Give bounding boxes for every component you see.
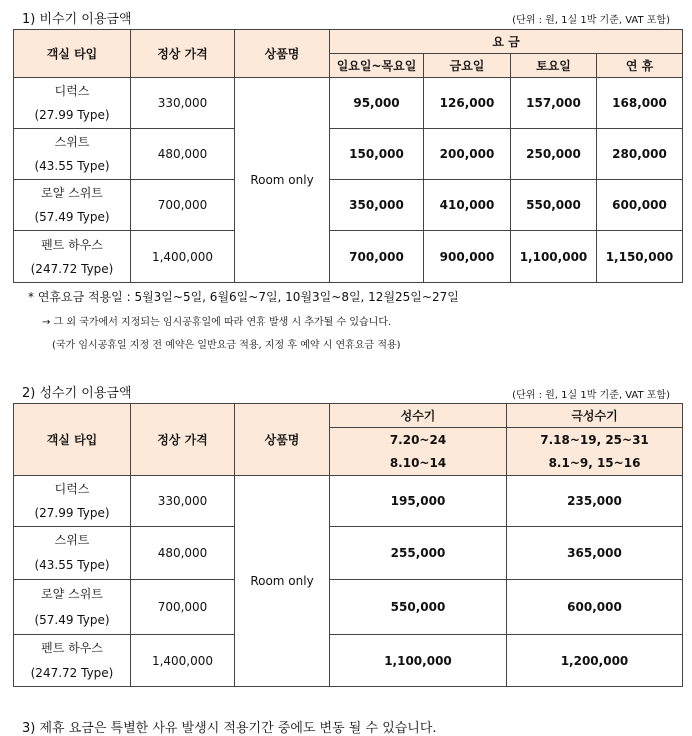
room-type-cell: 스위트 (43.55 Type) (14, 129, 131, 180)
rate-cell: 700,000 (330, 231, 424, 283)
product-cell: Room only (235, 78, 330, 283)
rate-cell: 900,000 (424, 231, 511, 283)
header-sat: 토요일 (511, 54, 597, 78)
header-peak: 성수기 (330, 404, 507, 428)
header-fri: 금요일 (424, 54, 511, 78)
section3-note: 3) 제휴 요금은 특별한 사유 발생시 적용기간 중에도 변동 될 수 있습니다. (22, 721, 437, 736)
regular-price-cell: 480,000 (131, 527, 235, 580)
section2-title: 2) 성수기 이용금액 (22, 386, 132, 401)
rate-cell: 600,000 (507, 580, 683, 635)
room-type-cell: 로얄 스위트 (57.49 Type) (14, 580, 131, 635)
rate-cell: 95,000 (330, 78, 424, 129)
table-row (14, 129, 683, 180)
rate-cell: 1,200,000 (507, 635, 683, 687)
regular-price-cell: 1,400,000 (131, 635, 235, 687)
section1-title: 1) 비수기 이용금액 (22, 12, 132, 27)
rate-cell: 195,000 (330, 476, 507, 527)
rate-cell: 350,000 (330, 180, 424, 231)
room-type-cell: 스위트 (43.55 Type) (14, 527, 131, 580)
reservation-note: (국가 임시공휴일 지정 전 예약은 일반요금 적용, 지정 후 예약 시 연휴요금 적용) (52, 340, 401, 351)
rate-cell: 200,000 (424, 129, 511, 180)
table-row (14, 231, 683, 283)
rate-cell: 365,000 (507, 527, 683, 580)
peak-dates-2: 8.10~14 (330, 452, 507, 476)
table-row (14, 78, 683, 129)
rate-cell: 280,000 (597, 129, 683, 180)
table-row (14, 580, 683, 635)
rate-cell: 168,000 (597, 78, 683, 129)
regular-price-cell: 330,000 (131, 476, 235, 527)
room-type-cell: 디럭스 (27.99 Type) (14, 476, 131, 527)
header-room-type: 객실 타입 (14, 30, 131, 78)
rate-cell: 550,000 (330, 580, 507, 635)
regular-price-cell: 700,000 (131, 180, 235, 231)
offseason-rate-table (13, 29, 683, 283)
holiday-note: * 연휴요금 적용일 : 5월3일~5일, 6월6일~7일, 10월3일~8일, 12월25일~27일 (28, 290, 459, 304)
super-peak-dates-1: 7.18~19, 25~31 (507, 428, 683, 452)
super-peak-dates-2: 8.1~9, 15~16 (507, 452, 683, 476)
rate-cell: 250,000 (511, 129, 597, 180)
header-regular-price: 정상 가격 (131, 30, 235, 78)
header-super-peak: 극성수기 (507, 404, 683, 428)
header-room-type: 객실 타입 (14, 404, 131, 476)
section2-unit: (단위 : 원, 1실 1박 기준, VAT 포함) (512, 390, 670, 401)
regular-price-cell: 700,000 (131, 580, 235, 635)
rate-cell: 1,100,000 (330, 635, 507, 687)
rate-cell: 235,000 (507, 476, 683, 527)
section1-unit: (단위 : 원, 1실 1박 기준, VAT 포함) (512, 15, 670, 26)
room-type-cell: 디럭스 (27.99 Type) (14, 78, 131, 129)
header-rate: 요 금 (330, 30, 683, 54)
header-product: 상품명 (235, 404, 330, 476)
peak-dates-1: 7.20~24 (330, 428, 507, 452)
table-row (14, 635, 683, 687)
rate-cell: 157,000 (511, 78, 597, 129)
room-type-cell: 펜트 하우스 (247.72 Type) (14, 635, 131, 687)
rate-cell: 410,000 (424, 180, 511, 231)
regular-price-cell: 330,000 (131, 78, 235, 129)
rate-cell: 255,000 (330, 527, 507, 580)
rate-cell: 600,000 (597, 180, 683, 231)
regular-price-cell: 480,000 (131, 129, 235, 180)
rate-cell: 1,150,000 (597, 231, 683, 283)
rate-cell: 126,000 (424, 78, 511, 129)
table-row (14, 180, 683, 231)
rate-cell: 150,000 (330, 129, 424, 180)
header-holiday: 연 휴 (597, 54, 683, 78)
peak-season-rate-table (13, 403, 683, 687)
header-product: 상품명 (235, 30, 330, 78)
rate-cell: 1,100,000 (511, 231, 597, 283)
table-row (14, 527, 683, 580)
regular-price-cell: 1,400,000 (131, 231, 235, 283)
header-regular-price: 정상 가격 (131, 404, 235, 476)
extra-holiday-note: → 그 외 국가에서 지정되는 임시공휴일에 따라 연휴 발생 시 추가될 수 있습니다. (42, 317, 392, 328)
room-type-cell: 펜트 하우스 (247.72 Type) (14, 231, 131, 283)
rate-cell: 550,000 (511, 180, 597, 231)
product-cell: Room only (235, 476, 330, 687)
room-type-cell: 로얄 스위트 (57.49 Type) (14, 180, 131, 231)
header-sun-thu: 일요일~목요일 (330, 54, 424, 78)
table-row (14, 476, 683, 527)
